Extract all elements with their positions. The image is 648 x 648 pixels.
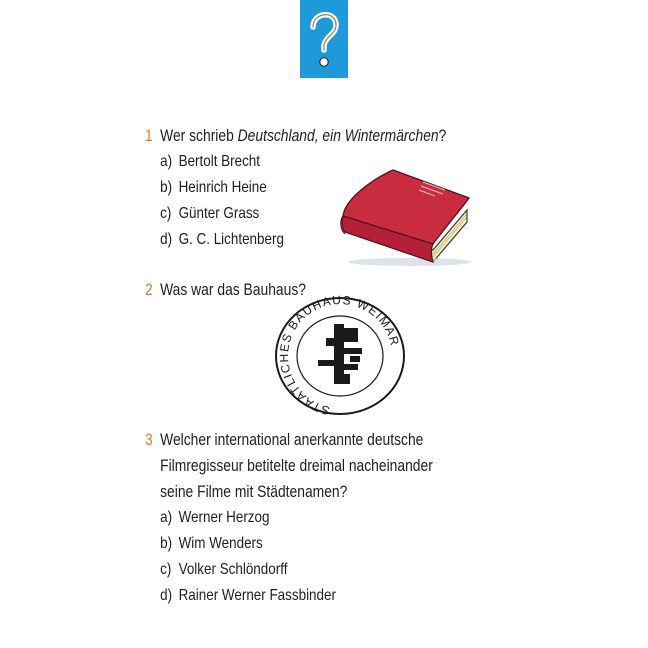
question-number: 3 bbox=[145, 431, 153, 449]
svg-text:STAATLICHES BAUHAUS WEIMAR: STAATLICHES BAUHAUS WEIMAR bbox=[276, 294, 403, 416]
question-text: Was war das Bauhaus? bbox=[160, 281, 306, 299]
question-text-line: Filmregisseur betitelte dreimal nacheinander bbox=[160, 457, 433, 475]
answer-option: b) Wim Wenders bbox=[160, 535, 263, 552]
answer-option: d) G. C. Lichtenberg bbox=[160, 231, 284, 248]
question-badge bbox=[300, 0, 348, 78]
answer-option: a) Bertolt Brecht bbox=[160, 153, 261, 170]
bauhaus-seal bbox=[270, 294, 410, 421]
question-text: Welcher international anerkannte deutsche bbox=[160, 431, 424, 449]
answer-option: a) Werner Herzog bbox=[160, 509, 270, 526]
question-mark-icon bbox=[300, 0, 348, 78]
question-number: 2 bbox=[145, 281, 153, 299]
question-number: 1 bbox=[145, 127, 153, 145]
question-text: Wer schrieb Deutschland, ein Wintermärchen? bbox=[160, 127, 447, 145]
question-3 bbox=[145, 427, 488, 609]
question-text-line: seine Filme mit Städtenamen? bbox=[160, 483, 348, 501]
answer-option: d) Rainer Werner Fassbinder bbox=[160, 587, 336, 604]
red-book-icon bbox=[335, 158, 475, 273]
answer-option: c) Günter Grass bbox=[160, 205, 260, 222]
answer-option: b) Heinrich Heine bbox=[160, 179, 267, 196]
answer-option: c) Volker Schlöndorff bbox=[160, 561, 288, 578]
